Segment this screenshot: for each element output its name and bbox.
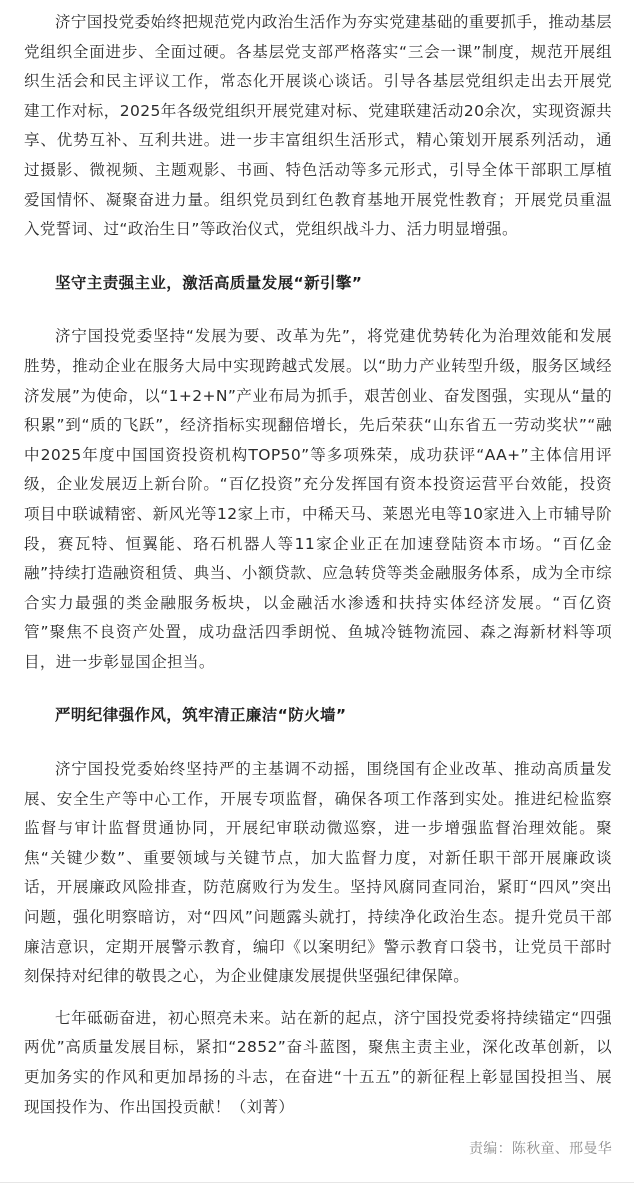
section-heading: 坚守主责强主业，激活高质量发展“新引擎” xyxy=(55,273,363,292)
article-paragraph: 济宁国投党委始终把规范党内政治生活作为夯实党建基础的重要抓手，推动基层党组织全面进步、全面过硬。各基层党支部严格落实“三会一课”制度，规范开展组织生活会和民主评议工作，常态化开展谈心谈话。引导各基层党组织走出去开展党建工作对标，2025年各级党组织开展党建对标、党建联建活动20余次，实现资源共享、优势互补、互利共进。进一步丰富组织生活形式，精心策划开展系列活动，通过摄影、微视频、主题观影、书画、特色活动等多元形式，引导全体干部职工厚植爱国情怀、凝聚奋进力量。组织党员到红色教育基地开展党性教育；开展党员重温入党誓词、过“政治生日”等政治仪式，党组织战斗力、活力明显增强。 xyxy=(24,13,612,239)
divider xyxy=(0,1182,634,1183)
section-heading: 严明纪律强作风，筑牢清正廉洁“防火墙” xyxy=(55,706,347,725)
article-paragraph: 济宁国投党委始终坚持严的主基调不动摇，围绕国有企业改革、推动高质量发展、安全生产等中心工作，开展专项监督，确保各项工作落到实处。推进纪检监察监督与审计监督贯通协同，开展纪审联动微巡察，进一步增强监督治理效能。聚焦“关键少数”、重要领域与关键节点，加大监督力度，对新任职干部开展廉政谈话，开展廉政风险排查，防范腐败行为发生。坚持风腐同查同治，紧盯“四风”突出问题，强化明察暗访，对“四风”问题露头就打，持续净化政治生态。提升党员干部廉洁意识，定期开展警示教育，编印《以案明纪》警示教育口袋书，让党员干部时刻保持对纪律的敬畏之心，为企业健康发展提供坚强纪律保障。 xyxy=(24,760,612,986)
article-paragraph: 济宁国投党委坚持“发展为要、改革为先”，将党建优势转化为治理效能和发展胜势，推动企业在服务大局中实现跨越式发展。以“助力产业转型升级，服务区域经济发展”为使命，以“1+2+N”产业布局为抓手，艰苦创业、奋发图强，实现从“量的积累”到“质的飞跃”，经济指标实现翻倍增长，先后荣获“山东省五一劳动奖状”“融中2025年度中国国资投资机构TOP50”等多项殊荣，成功获评“AA+”主体信用评级，企业发展迈上新台阶。“百亿投资”充分发挥国有资本投资运营平台效能，投资项目中联诚精密、新风光等12家上市，中稀天马、莱恩光电等10家进入上市辅导阶段，赛瓦特、恒翼能、珞石机器人等11家企业正在加速登陆资本市场。“百亿金融”持续打造融资租赁、典当、小额贷款、应急转贷等类金融服务体系，成为全市综合实力最强的类金融服务板块，以金融活水渗透和扶持实体经济发展。“百亿资管”聚焦不良资产处置，成功盘活四季朗悦、鱼城冷链物流园、森之海新材料等项目，进一步彰显国企担当。 xyxy=(24,327,612,671)
closing-paragraph: 七年砥砺奋进，初心照亮未来。站在新的起点，济宁国投党委将持续锚定“四强两优”高质量发展目标，紧扣“2852”奋斗蓝图，聚焦主责主业，深化改革创新，以更加务实的作风和更加昂扬的斗志，在奋进“十五五”的新征程上彰显国投担当、展现国投作为、作出国投贡献！（刘菁） xyxy=(24,1008,612,1116)
editor-credit: 责编：陈秋童、邢曼华 xyxy=(469,1141,612,1157)
